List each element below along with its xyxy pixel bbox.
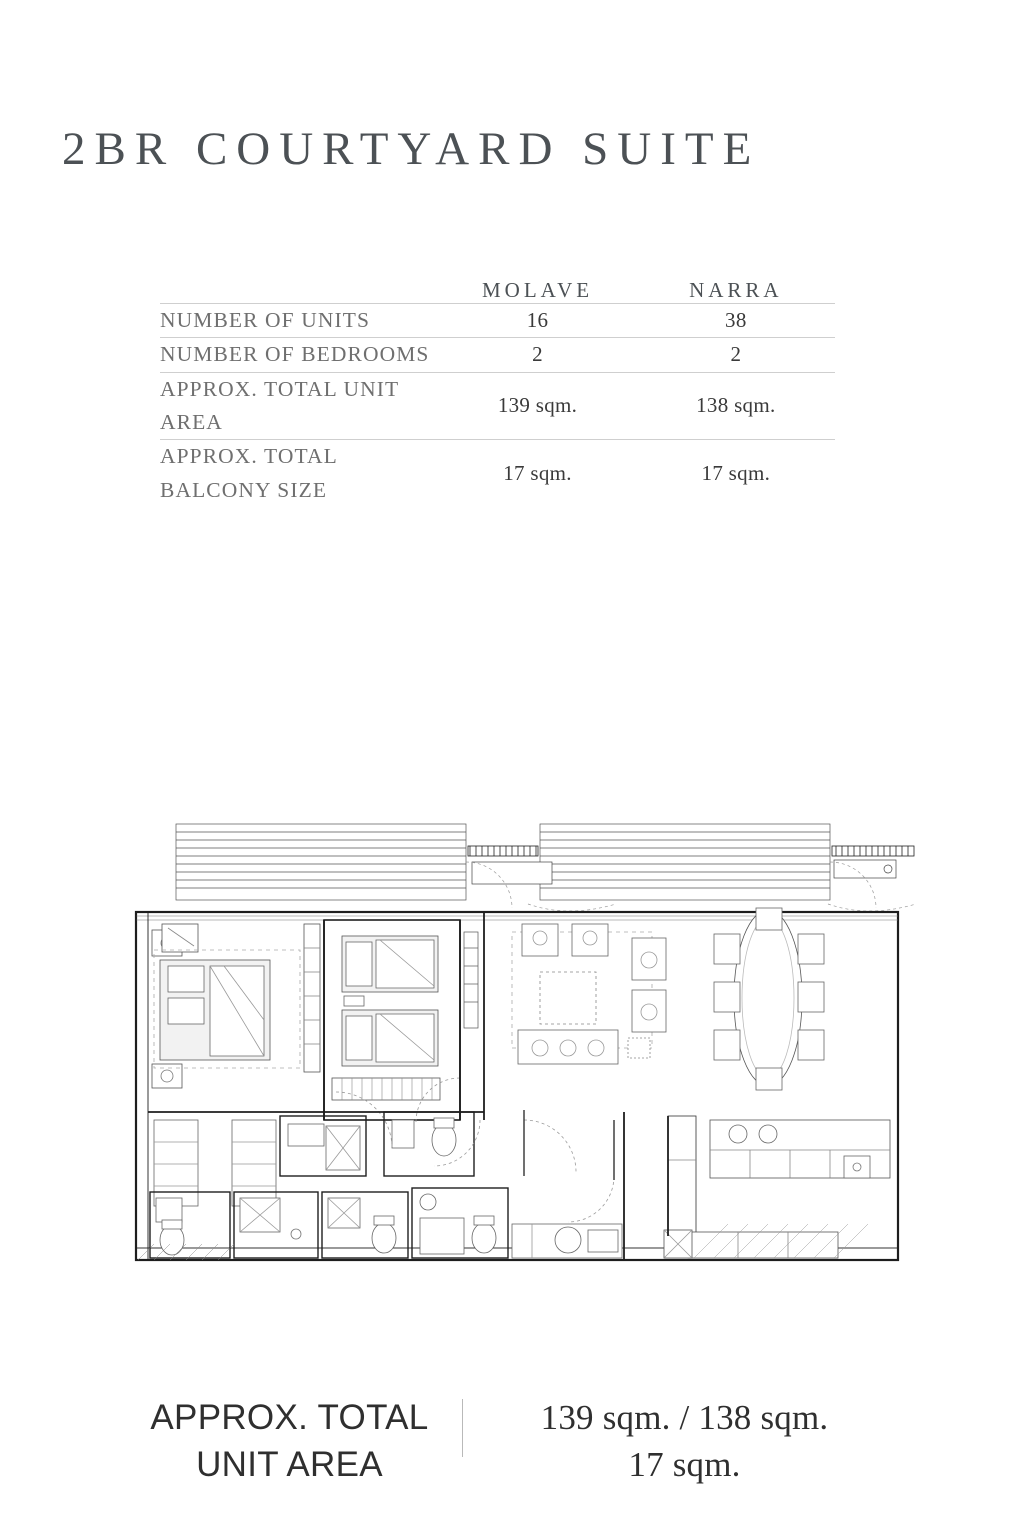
cell-molave-number-of-units: 16 [438,304,636,338]
cell-narra-total-balcony-size: 17 sqm. [637,440,835,507]
footer-value-unit-area: 139 sqm. / 138 sqm. [540,1398,829,1437]
cell-narra-total-unit-area: 138 sqm. [637,372,835,440]
cell-molave-number-of-bedrooms: 2 [438,338,636,372]
column-header-blank [160,278,438,304]
table-row [160,372,835,440]
table-row [160,440,835,507]
specification-table [160,278,835,507]
cell-narra-number-of-bedrooms: 2 [637,338,835,372]
row-label-total-unit-area: APPROX. TOTAL UNIT AREA [160,372,438,440]
page-title: 2BR COURTYARD SUITE [62,123,761,175]
column-header-narra: NARRA [689,278,783,302]
row-label-number-of-bedrooms: NUMBER OF BEDROOMS [160,338,438,372]
table-row [160,338,835,372]
cell-narra-number-of-units: 38 [637,304,835,338]
column-header-molave: MOLAVE [481,278,594,302]
table-row [160,304,835,338]
footer-values [485,1395,885,1488]
footer-value-balcony-area: 17 sqm. [628,1444,741,1484]
footer-summary [0,1395,1024,1488]
cell-molave-total-balcony-size: 17 sqm. [438,440,636,507]
table-header-row [160,278,835,304]
footer-divider [462,1399,463,1457]
footer-label: APPROX. TOTAL UNIT AREA [150,1398,429,1484]
row-label-total-balcony-size: APPROX. TOTAL BALCONY SIZE [160,440,438,507]
row-label-number-of-units: NUMBER OF UNITS [160,304,438,338]
floor-plan-drawing [128,820,918,1360]
cell-molave-total-unit-area: 139 sqm. [438,372,636,440]
